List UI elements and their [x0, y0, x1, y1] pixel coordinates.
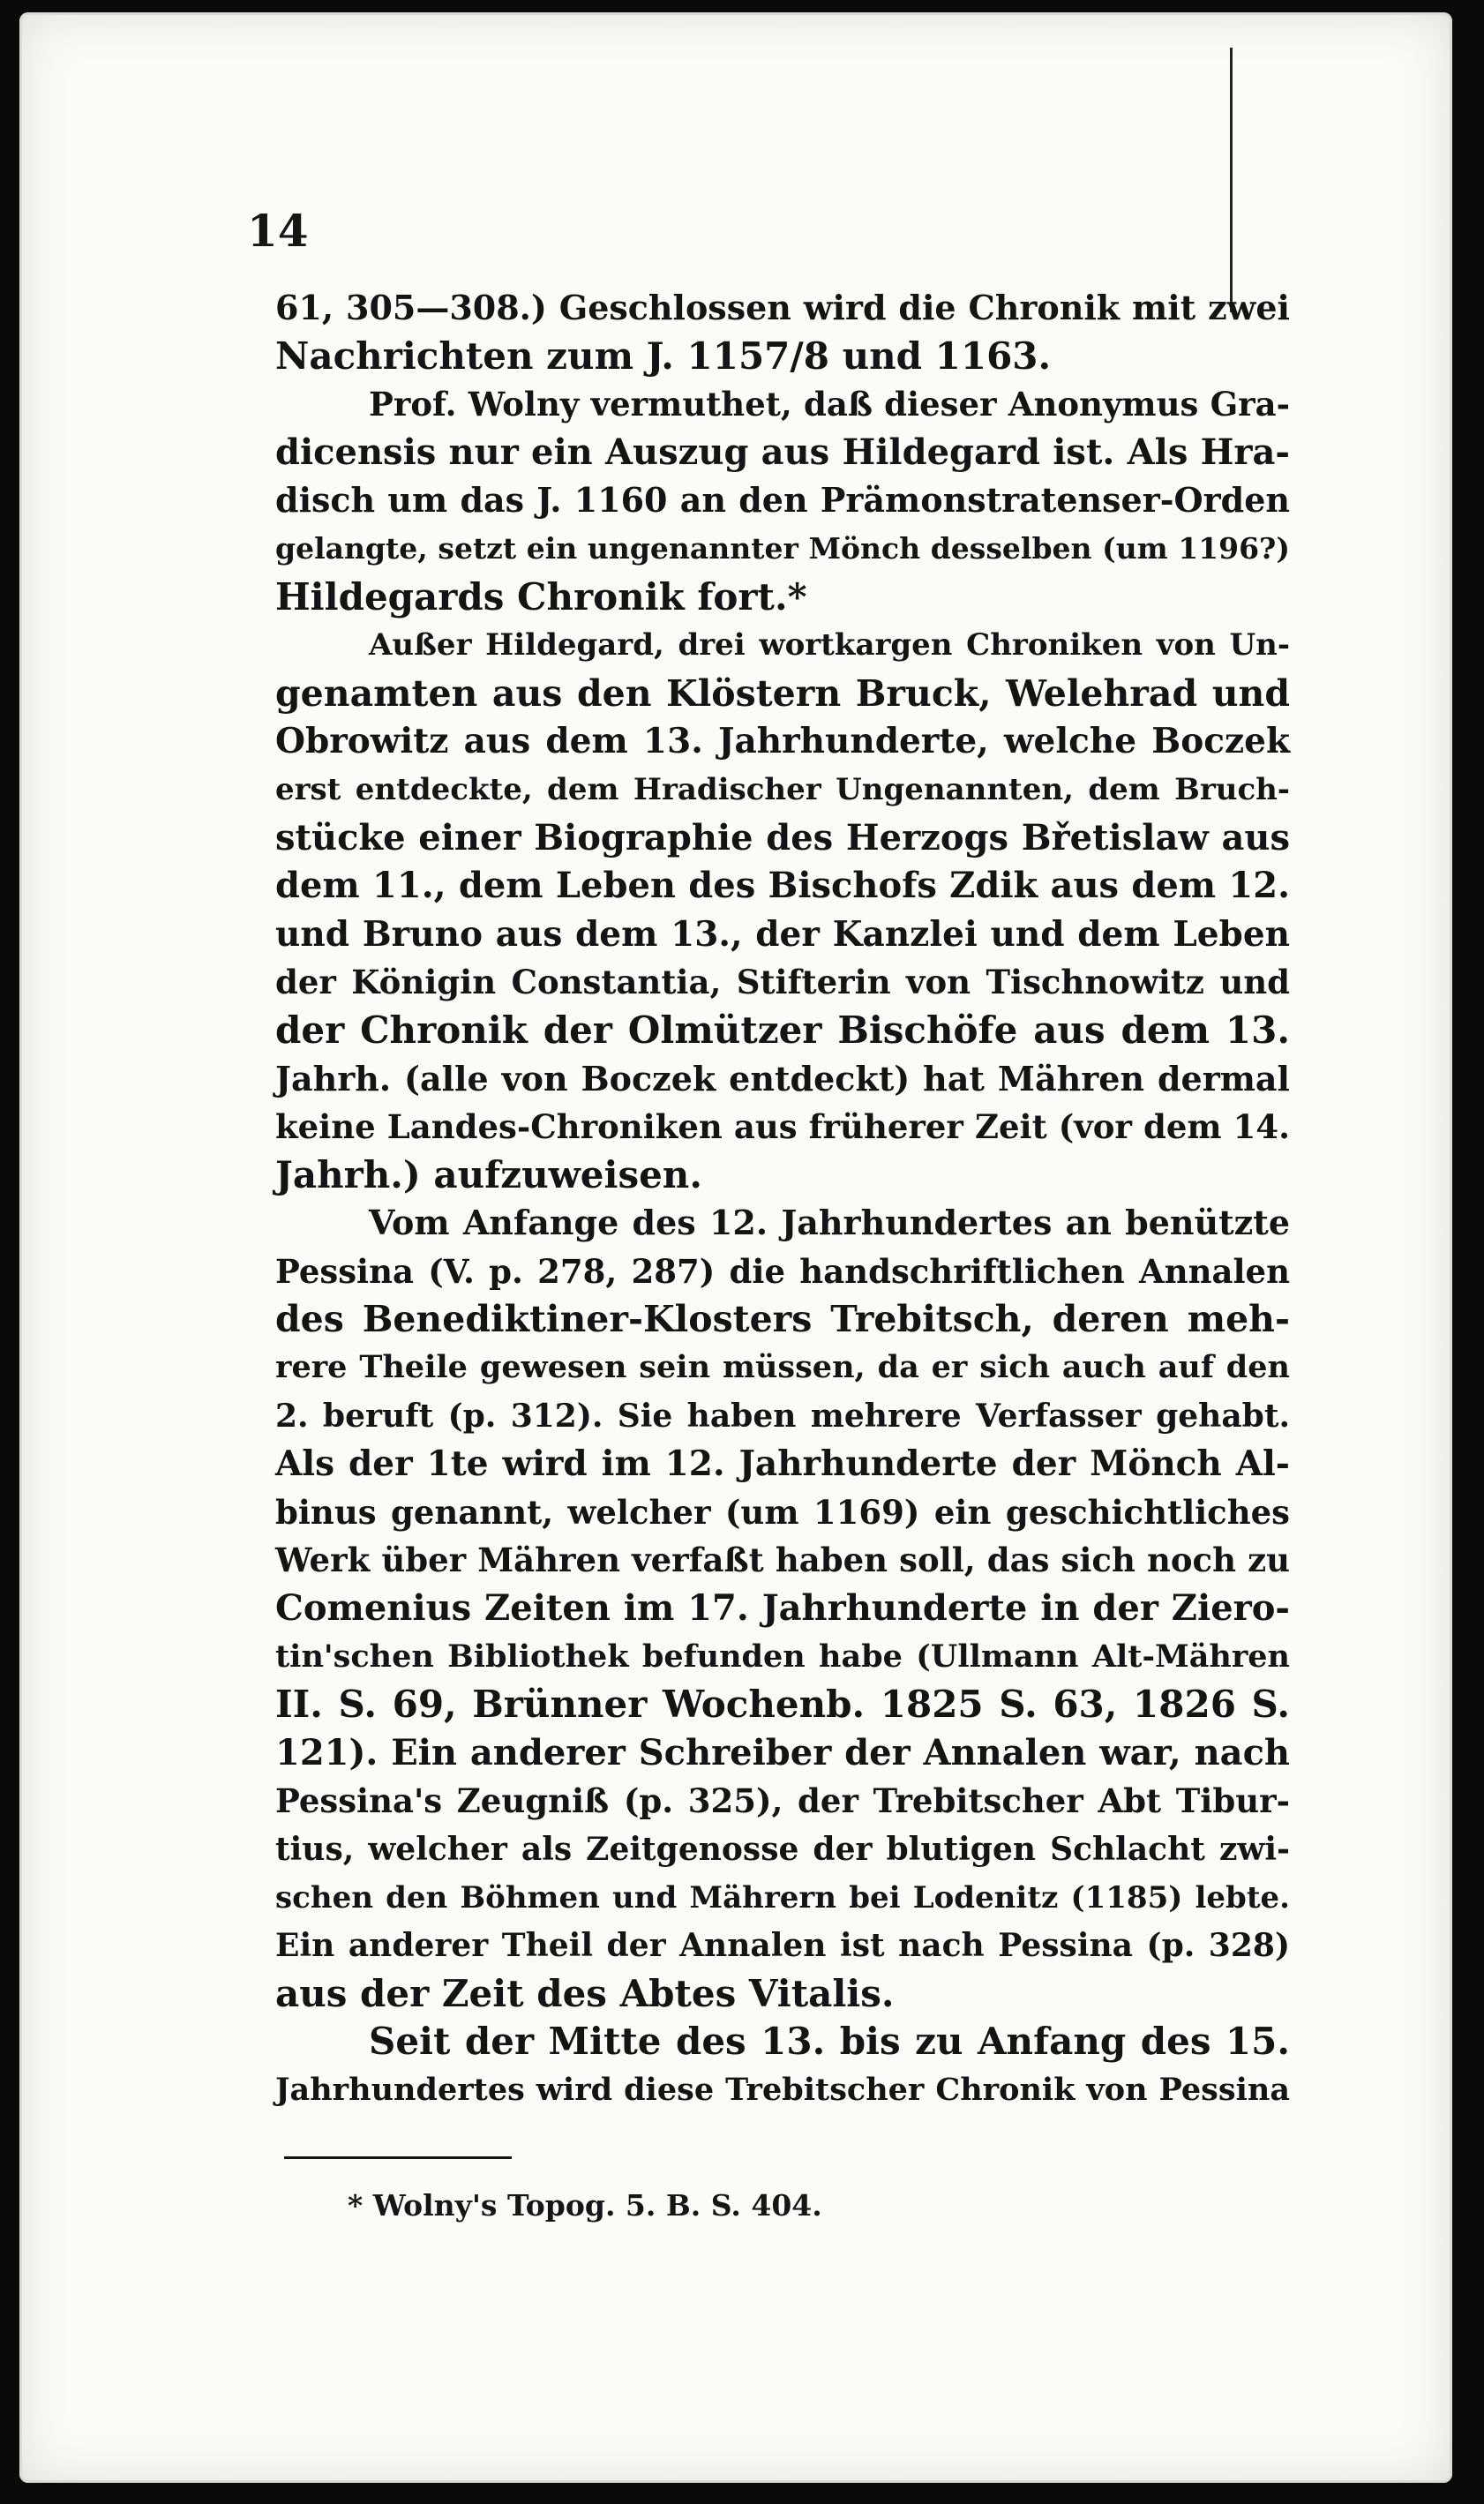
text-line: der Chronik der Olmützer Bischöfe aus dem 13. — [275, 1008, 1290, 1052]
text-line: Seit der Mitte des 13. bis zu Anfang des 15. — [369, 2020, 1290, 2064]
text-line: 2. beruft (p. 312). Sie haben mehrere Verfasser gehabt. — [275, 1397, 1290, 1435]
text-line: erst entdeckte, dem Hradischer Ungenannten, dem Bruch- — [275, 771, 1290, 807]
text-line: der Königin Constantia, Stifterin von Tischnowitz und — [275, 963, 1290, 1002]
text-line: stücke einer Biographie des Herzogs Břetislaw aus — [275, 816, 1290, 858]
page-number: 14 — [247, 205, 309, 257]
text-line: Jahrh.) aufzuweisen. — [275, 1152, 702, 1196]
text-line: aus der Zeit des Abtes Vitalis. — [275, 1971, 895, 2015]
text-line: II. S. 69, Brünner Wochenb. 1825 S. 63, 1826 S. — [275, 1683, 1290, 1727]
text-line: Pessina's Zeugniß (p. 325), der Trebitscher Abt Tibur- — [275, 1781, 1290, 1821]
footnote-rule — [284, 2156, 512, 2159]
text-line: genamten aus den Klöstern Bruck, Welehrad und — [275, 671, 1290, 715]
text-line: Ein anderer Theil der Annalen ist nach Pessina (p. 328) — [275, 1927, 1290, 1965]
text-line: Obrowitz aus dem 13. Jahrhunderte, welche Boczek — [275, 721, 1290, 762]
text-line: Jahrh. (alle von Boczek entdeckt) hat Mähren dermal — [275, 1058, 1290, 1098]
text-line: Vom Anfange des 12. Jahrhundertes an benützte — [369, 1203, 1290, 1243]
text-line: des Benediktiner-Klosters Trebitsch, deren meh- — [275, 1298, 1290, 1341]
text-line: 121). Ein anderer Schreiber der Annalen war, nach — [275, 1731, 1290, 1773]
text-line: binus genannt, welcher (um 1169) ein geschichtliches — [275, 1492, 1290, 1532]
text-line: schen den Böhmen und Mährern bei Lodenitz (1185) lebte. — [275, 1879, 1290, 1915]
text-line: Comenius Zeiten im 17. Jahrhunderte in der Ziero- — [275, 1587, 1290, 1630]
footnote: * Wolny's Topog. 5. B. S. 404. — [348, 2188, 822, 2223]
text-line: Hildegards Chronik fort.* — [275, 574, 807, 619]
text-line: dicensis nur ein Auszug aus Hildegard ist. Als Hra- — [275, 431, 1290, 473]
scan-crease — [1230, 48, 1233, 312]
text-line: Nachrichten zum J. 1157/8 und 1163. — [275, 334, 1052, 378]
text-line: Werk über Mähren verfaßt haben soll, das sich noch zu — [275, 1541, 1290, 1580]
text-line: Jahrhundertes wird diese Trebitscher Chronik von Pessina — [275, 2071, 1290, 2108]
body-text — [275, 284, 1290, 2115]
text-line: Als der 1te wird im 12. Jahrhunderte der Mönch Al- — [275, 1443, 1290, 1485]
book-page — [19, 12, 1452, 2483]
text-line: Pessina (V. p. 278, 287) die handschriftlichen Annalen — [275, 1251, 1290, 1291]
text-line: Prof. Wolny vermuthet, daß dieser Anonymus Gra- — [369, 385, 1290, 424]
text-line: gelangte, setzt ein ungenannter Mönch desselben (um 1196?) — [275, 530, 1290, 566]
text-line: keine Landes-Chroniken aus früherer Zeit (vor dem 14. — [275, 1107, 1290, 1147]
text-line: und Bruno aus dem 13., der Kanzlei und dem Leben — [275, 913, 1290, 955]
text-line: disch um das J. 1160 an den Prämonstratenser-Orden — [275, 480, 1290, 521]
text-line: 61, 305—308.) Geschlossen wird die Chronik mit zwei — [275, 288, 1290, 327]
text-line: tius, welcher als Zeitgenosse der blutigen Schlacht zwi- — [275, 1831, 1290, 1868]
text-line: rere Theile gewesen sein müssen, da er sich auch auf den — [275, 1349, 1290, 1386]
text-line: dem 11., dem Leben des Bischofs Zdik aus dem 12. — [275, 865, 1290, 907]
text-line: tin'schen Bibliothek befunden habe (Ullmann Alt-Mähren — [275, 1638, 1290, 1675]
text-line: Außer Hildegard, drei wortkargen Chroniken von Un- — [369, 627, 1290, 663]
